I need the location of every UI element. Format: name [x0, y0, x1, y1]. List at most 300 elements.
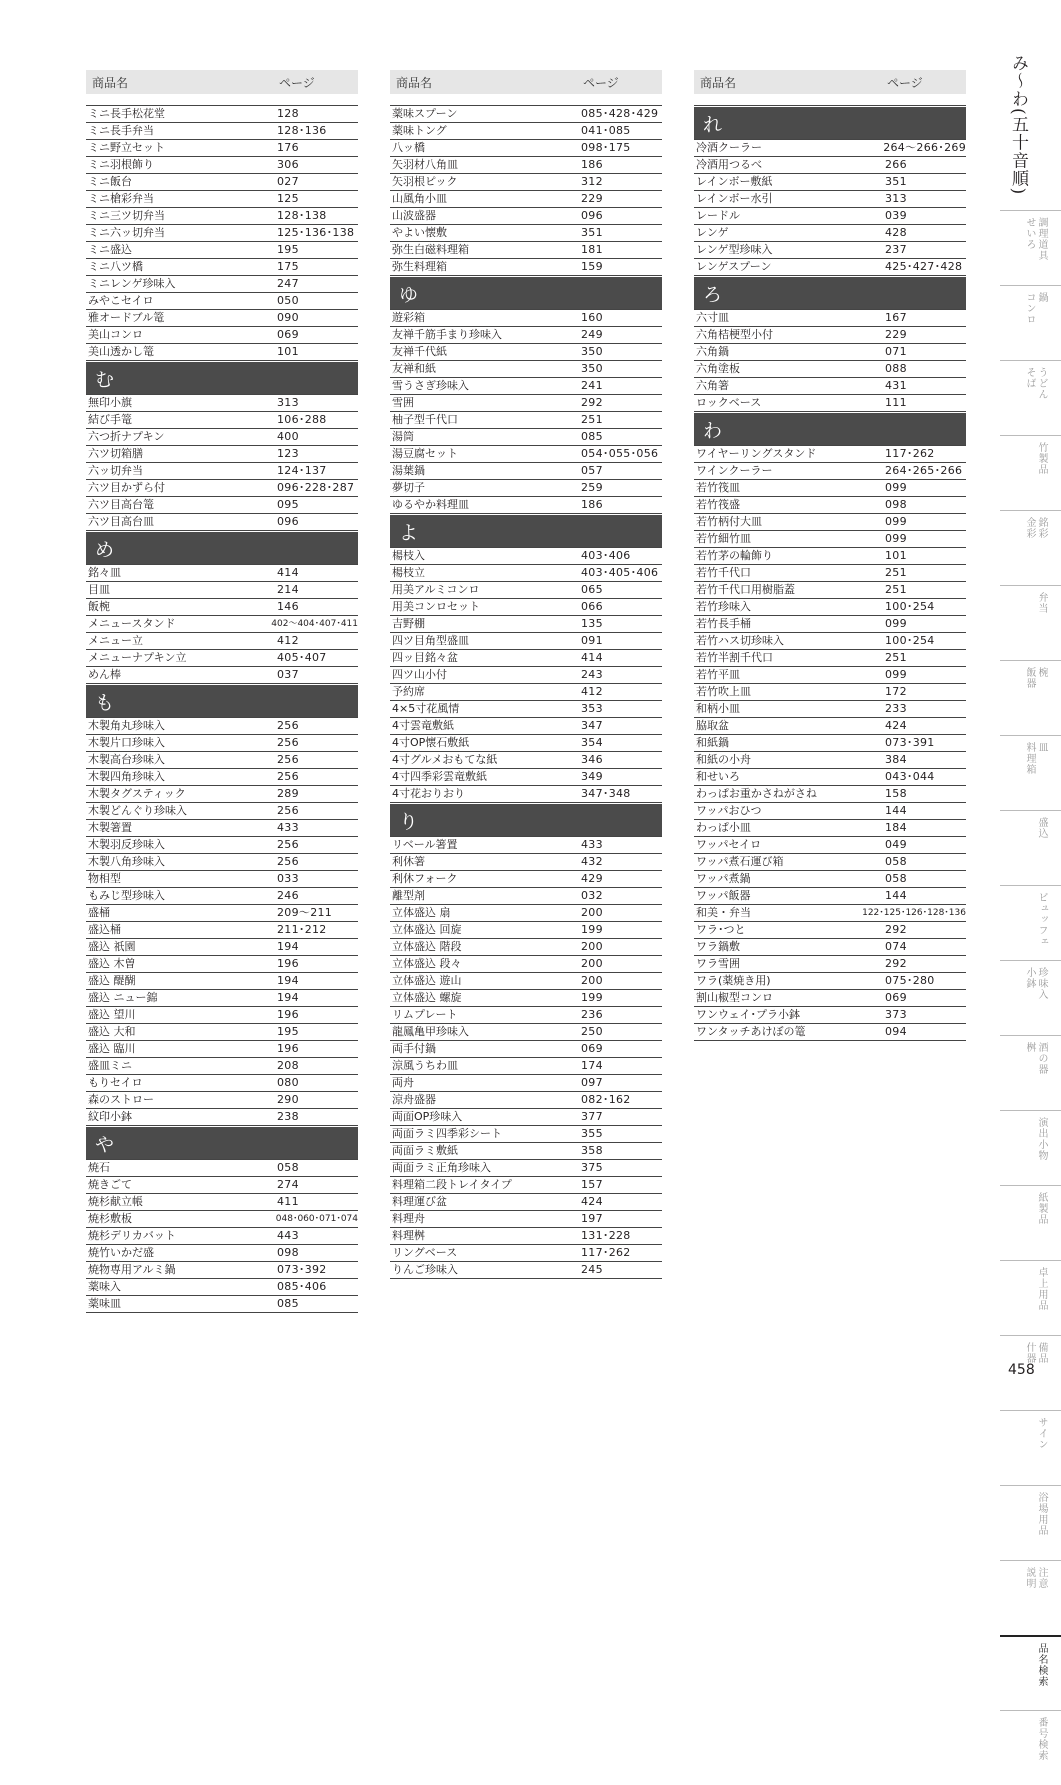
product-name: ワッパ煮石運び箱: [696, 855, 784, 868]
page-ref: 196: [277, 957, 299, 970]
product-name: ワラ鍋敷: [696, 940, 740, 953]
index-row: [86, 565, 358, 582]
index-row: [390, 837, 662, 854]
index-row: [86, 1075, 358, 1092]
page-ref: 186: [581, 158, 603, 171]
page-ref: 098: [277, 1246, 299, 1259]
index-row: [86, 480, 358, 497]
index-row: [86, 786, 358, 803]
page-ref: 117･262: [885, 447, 935, 460]
product-name: レインボー敷紙: [696, 175, 773, 188]
product-name: 四ッ目銘々盆: [392, 651, 458, 664]
index-row: [694, 344, 966, 361]
index-row: [390, 123, 662, 140]
side-nav-label: 盛込: [1036, 817, 1047, 839]
page-ref: 243: [581, 668, 603, 681]
product-name: 木製片口珍味入: [88, 736, 165, 749]
product-name: ワラ(薬焼き用): [696, 974, 771, 987]
product-name: 用美コンロセット: [392, 600, 480, 613]
index-row: [694, 531, 966, 548]
side-nav-label: 卓上用品: [1036, 1267, 1047, 1311]
product-name: 4寸四季彩雲竜敷紙: [392, 770, 487, 783]
index-row: [86, 905, 358, 922]
index-row: [86, 242, 358, 259]
product-name: ロックベース: [696, 396, 762, 409]
index-row: [694, 633, 966, 650]
page-ref: 425･427･428: [885, 260, 963, 273]
product-name: 立体盛込 螺旋: [392, 991, 462, 1004]
index-row: [86, 429, 358, 446]
page-ref: 377: [581, 1110, 603, 1123]
page-ref: 057: [581, 464, 603, 477]
product-name: 木製高台珍味入: [88, 753, 165, 766]
page-ref: 097: [581, 1076, 603, 1089]
side-nav-item[interactable]: [1000, 210, 1061, 285]
product-name: わっぱ小皿: [696, 821, 751, 834]
page-ref: 412: [581, 685, 603, 698]
index-row: [694, 395, 966, 412]
page-ref: 245: [581, 1263, 603, 1276]
side-nav-label: 銘彩: [1036, 517, 1047, 539]
product-name: 両面ラミ敷紙: [392, 1144, 458, 1157]
side-nav-item[interactable]: [1000, 885, 1061, 960]
product-name: ワイヤーリングスタンド: [696, 447, 817, 460]
index-row: [390, 956, 662, 973]
index-row: [86, 514, 358, 531]
product-name: 両面ラミ四季彩シート: [392, 1127, 502, 1140]
product-name: 料理舟: [392, 1212, 425, 1225]
page-ref: 229: [885, 328, 907, 341]
index-row: [86, 1058, 358, 1075]
product-name: 冷酒クーラー: [696, 141, 762, 154]
product-name: 湯豆腐セット: [392, 447, 458, 460]
header-page-label: ページ: [583, 75, 619, 90]
product-name: 湯筒: [392, 430, 414, 443]
page-ref: 428: [885, 226, 907, 239]
index-row: [390, 548, 662, 565]
side-nav-label: 皿: [1036, 742, 1047, 753]
side-nav-item[interactable]: [1000, 660, 1061, 735]
product-name: ワンタッチあけぼの篭: [696, 1025, 806, 1038]
index-row: [390, 1041, 662, 1058]
product-name: 盛込 醍醐: [88, 974, 136, 987]
page-ref: 069: [885, 991, 907, 1004]
page-ref: 433: [277, 821, 299, 834]
page-ref: 157: [581, 1178, 603, 1191]
product-name: 友禅和紙: [392, 362, 436, 375]
product-name: 湯葉鍋: [392, 464, 425, 477]
page-ref: 196: [277, 1008, 299, 1021]
product-name: 木製箸置: [88, 821, 132, 834]
side-nav-label: ビュッフェ: [1036, 892, 1047, 947]
index-row: [390, 616, 662, 633]
side-nav-item[interactable]: [1000, 735, 1061, 810]
side-nav-item[interactable]: [1000, 1560, 1061, 1635]
page-ref: 091: [581, 634, 603, 647]
side-nav-label: 椀: [1036, 667, 1047, 678]
page-ref: 080: [277, 1076, 299, 1089]
index-row: [390, 650, 662, 667]
product-name: 若竹珍味入: [696, 600, 751, 613]
index-row: [694, 157, 966, 174]
side-nav-item[interactable]: [1000, 1110, 1061, 1185]
kana-section-header: ゆ: [390, 277, 662, 310]
page-ref: 027: [277, 175, 299, 188]
page-ref: 181: [581, 243, 603, 256]
page-ref: 039: [885, 209, 907, 222]
page-ref: 074: [885, 940, 907, 953]
product-name: 若竹ハス切珍味入: [696, 634, 784, 647]
product-name: ワッパ煮鍋: [696, 872, 751, 885]
page-ref: 054･055･056: [581, 447, 659, 460]
product-name: 夢切子: [392, 481, 425, 494]
kana-section-header: ろ: [694, 277, 966, 310]
product-name: 料理箱二段トレイタイプ: [392, 1178, 512, 1191]
page-ref: 099: [885, 617, 907, 630]
product-name: メニューナプキン立: [88, 651, 187, 664]
index-row: [694, 514, 966, 531]
page-ref: 256: [277, 736, 299, 749]
index-row: [86, 310, 358, 327]
page-ref: 405･407: [277, 651, 327, 664]
index-row: [86, 718, 358, 735]
page-ref: 096: [581, 209, 603, 222]
column-header: [86, 70, 358, 94]
side-nav-item[interactable]: [1000, 1035, 1061, 1110]
product-name: リムプレート: [392, 1008, 458, 1021]
product-name: 離型剤: [392, 889, 425, 902]
page-ref: 066: [581, 600, 603, 613]
index-row: [86, 344, 358, 361]
page-ref: 073･392: [277, 1263, 327, 1276]
kana-section-header: わ: [694, 413, 966, 446]
page-ref: 128･136: [277, 124, 327, 137]
page-ref: 256: [277, 770, 299, 783]
index-row: [390, 378, 662, 395]
index-row: [390, 1024, 662, 1041]
page-ref: 106･288: [277, 413, 327, 426]
page-ref: 313: [277, 396, 299, 409]
product-name: 若竹柄付大皿: [696, 515, 762, 528]
page-ref: 250: [581, 1025, 603, 1038]
page-ref: 069: [277, 328, 299, 341]
index-row: [86, 633, 358, 650]
product-name: 木製羽反珍味入: [88, 838, 165, 851]
side-nav-label: 備品: [1036, 1342, 1047, 1364]
product-name: 六ツ目高台皿: [88, 515, 154, 528]
page-ref: 172: [885, 685, 907, 698]
page-ref: 351: [885, 175, 907, 188]
side-nav-item[interactable]: [1000, 285, 1061, 360]
product-name: 盛込 祇園: [88, 940, 136, 953]
product-name: 六角桔梗型小付: [696, 328, 773, 341]
product-name: 無印小旗: [88, 396, 132, 409]
kana-section-header: り: [390, 804, 662, 837]
header-spacer: [390, 94, 662, 106]
product-name: ミニ槍彩弁当: [88, 192, 154, 205]
page-ref: 400: [277, 430, 299, 443]
page-ref: 049: [885, 838, 907, 851]
product-name: レンゲスプーン: [696, 260, 772, 273]
page-ref: 346: [581, 753, 603, 766]
page-ref: 259: [581, 481, 603, 494]
product-name: 薬味トング: [392, 124, 447, 137]
index-row: [390, 939, 662, 956]
product-name: 盛皿ミニ: [88, 1059, 132, 1072]
product-name: ミニ八ツ橋: [88, 260, 143, 273]
side-nav-label: 演出小物: [1036, 1117, 1047, 1161]
index-row: [86, 140, 358, 157]
page-ref: 229: [581, 192, 603, 205]
product-name: 冷酒用つるべ: [696, 158, 762, 171]
product-name: 両面ラミ正角珍味入: [392, 1161, 491, 1174]
page-ref: 414: [277, 566, 299, 579]
side-nav-item[interactable]: [1000, 1185, 1061, 1260]
page-ref: 125: [277, 192, 299, 205]
index-row: [390, 888, 662, 905]
product-name: 六ツ目高台篭: [88, 498, 154, 511]
header-name-label: 商品名: [700, 75, 737, 90]
product-name: 友禅千筋手まり珍味入: [392, 328, 502, 341]
side-nav-label: 紙製品: [1036, 1192, 1047, 1225]
page-ref: 214: [277, 583, 299, 596]
index-row: [694, 140, 966, 157]
product-name: 用美アルミコンロ: [392, 583, 480, 596]
page-ref: 199: [581, 991, 603, 1004]
side-nav-label: 浴場用品: [1036, 1492, 1047, 1536]
product-name: 4寸OP懐石敷紙: [392, 736, 470, 749]
page-ref: 088: [885, 362, 907, 375]
product-name: りんご珍味入: [392, 1263, 458, 1276]
page-ref: 355: [581, 1127, 603, 1140]
index-row: [390, 429, 662, 446]
product-name: 薬味入: [88, 1280, 121, 1293]
index-row: [390, 140, 662, 157]
index-row: [86, 871, 358, 888]
index-row: [694, 599, 966, 616]
page-ref: 266: [885, 158, 907, 171]
page-ref: 194: [277, 991, 299, 1004]
index-row: [390, 327, 662, 344]
side-nav-item[interactable]: [1000, 1410, 1061, 1485]
side-nav-item[interactable]: [1000, 1485, 1061, 1560]
product-name: 弥生料理箱: [392, 260, 447, 273]
page-ref: 247: [277, 277, 299, 290]
page-ref: 347: [581, 719, 603, 732]
index-row: [694, 973, 966, 990]
page-ref: 256: [277, 855, 299, 868]
product-name: 雪うさぎ珍味入: [392, 379, 469, 392]
index-row: [694, 208, 966, 225]
product-name: 盛込桶: [88, 923, 121, 936]
page-ref: 358: [581, 1144, 603, 1157]
index-row: [86, 854, 358, 871]
page-ref: 256: [277, 753, 299, 766]
index-row: [390, 446, 662, 463]
product-name: 弥生白磁料理箱: [392, 243, 469, 256]
product-name: 目皿: [88, 583, 110, 596]
index-row: [86, 327, 358, 344]
page-ref: 351: [581, 226, 603, 239]
page-ref: 167: [885, 311, 907, 324]
product-name: ゆるやか料理皿: [392, 498, 469, 511]
page-ref: 094: [885, 1025, 907, 1038]
product-name: ミニ長手松花堂: [88, 107, 165, 120]
side-nav-label: コンロ: [1024, 292, 1035, 325]
index-row: [694, 650, 966, 667]
page-ref: 071: [885, 345, 907, 358]
index-row: [86, 276, 358, 293]
index-row: [694, 718, 966, 735]
header-name-label: 商品名: [92, 75, 129, 90]
index-row: [694, 565, 966, 582]
page-ref: 200: [581, 974, 603, 987]
index-row: [86, 259, 358, 276]
index-row: [390, 497, 662, 514]
product-name: 雪囲: [392, 396, 414, 409]
page-ref: 350: [581, 362, 603, 375]
side-nav-item[interactable]: [1000, 1635, 1061, 1710]
page-ref: 146: [277, 600, 299, 613]
page-ref: 195: [277, 1025, 299, 1038]
side-nav-label: 酒の器: [1036, 1042, 1047, 1075]
page-ref: 144: [885, 804, 907, 817]
product-name: めん棒: [88, 668, 121, 681]
index-row: [694, 259, 966, 276]
index-row: [86, 769, 358, 786]
page-ref: 111: [885, 396, 907, 409]
product-name: ワインクーラー: [696, 464, 773, 477]
index-row: [86, 1296, 358, 1313]
index-row: [86, 446, 358, 463]
index-row: [390, 905, 662, 922]
product-name: 吉野棚: [392, 617, 425, 630]
product-name: 立体盛込 回旋: [392, 923, 462, 936]
index-row: [86, 174, 358, 191]
index-row: [390, 259, 662, 276]
side-nav-item[interactable]: [1000, 1710, 1061, 1785]
page-ref: 290: [277, 1093, 299, 1106]
product-name: 四ツ山小付: [392, 668, 447, 681]
page-number: 458: [1008, 1362, 1035, 1378]
product-name: 木製どんぐり珍味入: [88, 804, 187, 817]
page-ref: 274: [277, 1178, 299, 1191]
index-row: [390, 599, 662, 616]
index-row: [694, 820, 966, 837]
page-ref: 085: [581, 430, 603, 443]
page-ref: 200: [581, 940, 603, 953]
page-ref: 249: [581, 328, 603, 341]
page-ref: 209〜211: [277, 906, 333, 919]
side-nav-item[interactable]: [1000, 360, 1061, 435]
page-ref: 246: [277, 889, 299, 902]
index-row: [390, 752, 662, 769]
product-name: 盛込 大和: [88, 1025, 136, 1038]
index-row: [390, 769, 662, 786]
index-row: [390, 395, 662, 412]
product-name: やよい懐敷: [392, 226, 447, 239]
page-ref: 095: [277, 498, 299, 511]
product-name: ミニ盛込: [88, 243, 132, 256]
product-name: わっぱお重かさねがさね: [696, 787, 817, 800]
page-ref: 175: [277, 260, 299, 273]
product-name: 立体盛込 階段: [392, 940, 462, 953]
page-ref: 082･162: [581, 1093, 631, 1106]
side-nav-label: 竹製品: [1036, 442, 1047, 475]
product-name: 盛込 ニュー錦: [88, 991, 158, 1004]
side-nav-label: サイン: [1036, 1417, 1047, 1450]
product-name: 木製角丸珍味入: [88, 719, 165, 732]
product-name: 涼舟盛器: [392, 1093, 436, 1106]
product-name: 矢羽材八角皿: [392, 158, 458, 171]
page-ref: 184: [885, 821, 907, 834]
index-row: [86, 293, 358, 310]
index-row: [694, 497, 966, 514]
index-row: [86, 820, 358, 837]
product-name: 立体盛込 扇: [392, 906, 451, 919]
side-nav-item[interactable]: [1000, 1260, 1061, 1335]
side-nav-label: うどん: [1036, 367, 1047, 400]
page-ref: 256: [277, 719, 299, 732]
index-row: [694, 701, 966, 718]
index-row: [694, 922, 966, 939]
side-nav-item[interactable]: [1000, 585, 1061, 660]
index-row: [390, 854, 662, 871]
index-row: [390, 208, 662, 225]
product-name: レードル: [696, 209, 740, 222]
product-name: 若竹筏皿: [696, 481, 740, 494]
side-nav-item[interactable]: [1000, 510, 1061, 585]
index-row: [86, 599, 358, 616]
index-row: [86, 1041, 358, 1058]
index-row: [390, 922, 662, 939]
index-row: [86, 208, 358, 225]
index-row: [86, 1262, 358, 1279]
page-ref: 176: [277, 141, 299, 154]
side-nav-item[interactable]: [1000, 435, 1061, 510]
index-row: [694, 684, 966, 701]
header-page-label: ページ: [887, 75, 923, 90]
column-header: [694, 70, 966, 94]
page-ref: 312: [581, 175, 603, 188]
index-column-3: [694, 70, 966, 1041]
page-ref: 251: [581, 413, 603, 426]
page-ref: 347･348: [581, 787, 631, 800]
product-name: 六つ折ナプキン: [88, 430, 165, 443]
side-nav-label: 飯器: [1024, 667, 1035, 689]
index-row: [694, 667, 966, 684]
index-row: [86, 497, 358, 514]
product-name: もみじ型珍味入: [88, 889, 165, 902]
product-name: リングベース: [392, 1246, 458, 1259]
side-nav-item[interactable]: [1000, 960, 1061, 1035]
side-nav-item[interactable]: [1000, 810, 1061, 885]
index-row: [86, 412, 358, 429]
index-row: [694, 310, 966, 327]
index-row: [694, 990, 966, 1007]
product-name: 飯椀: [88, 600, 110, 613]
product-name: 予約席: [392, 685, 425, 698]
page-ref: 292: [581, 396, 603, 409]
side-nav-label: 金彩: [1024, 517, 1035, 539]
page-ref: 251: [885, 651, 907, 664]
product-name: 利休フォーク: [392, 872, 458, 885]
index-row: [390, 565, 662, 582]
index-row: [390, 1177, 662, 1194]
product-name: 山波盛器: [392, 209, 436, 222]
index-row: [390, 1160, 662, 1177]
index-row: [694, 174, 966, 191]
